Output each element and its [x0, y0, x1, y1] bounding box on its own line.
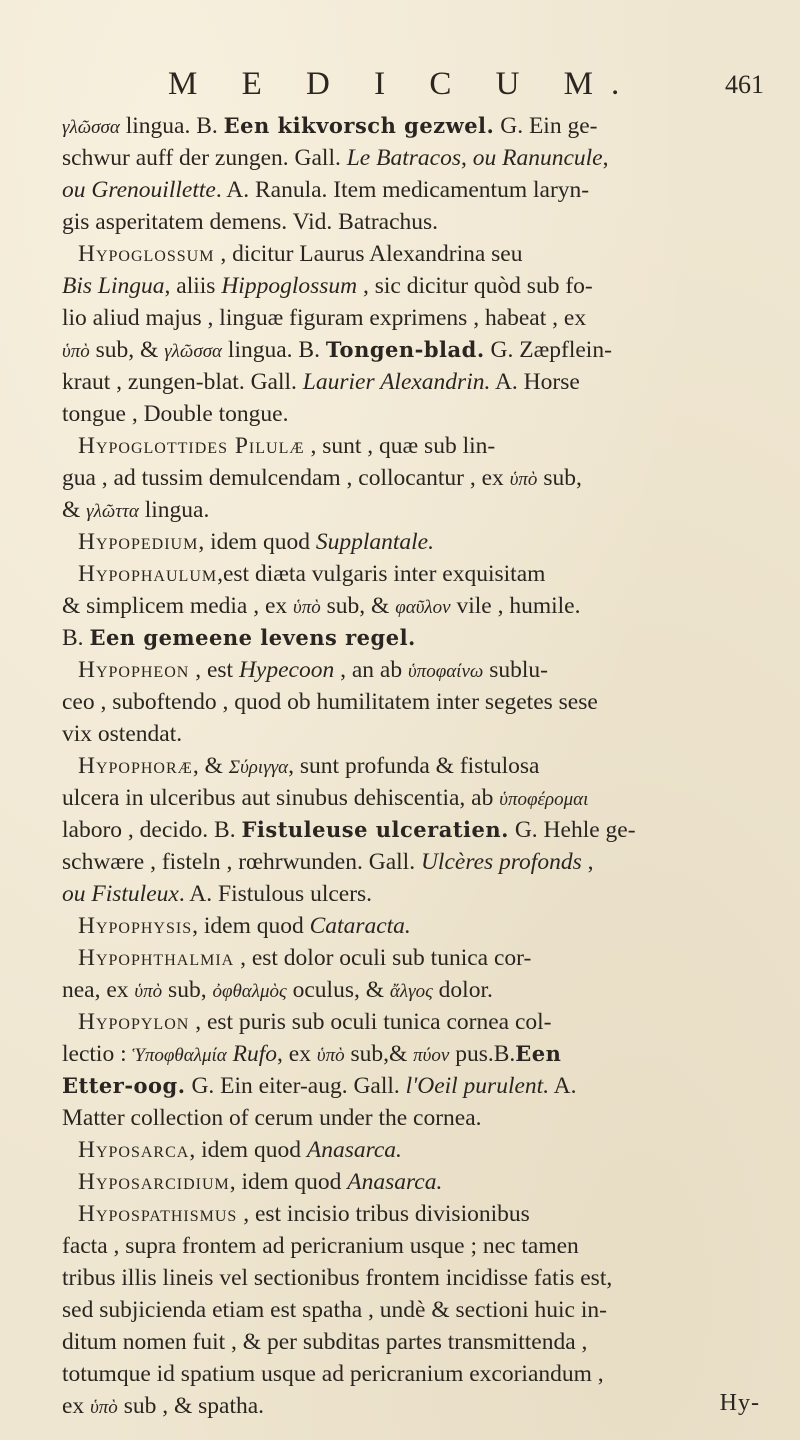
- running-title: M E D I C U M.: [168, 66, 638, 102]
- text-run: Hypopheon: [78, 657, 190, 683]
- text-run: Σύριγγα: [228, 757, 289, 778]
- text-line: [62, 206, 768, 238]
- text-run: gis asperitatem demens. Vid. Batrachus.: [62, 209, 439, 235]
- text-line: [62, 1326, 768, 1358]
- text-run: lingua.: [138, 497, 210, 523]
- text-run: ,est diæta vulgaris inter exquisitam: [217, 561, 546, 587]
- text-run: oculus, &: [286, 977, 390, 1003]
- text-line: [62, 494, 768, 526]
- text-run: ou Ranuncule: [472, 145, 603, 171]
- text-run: , an ab: [334, 657, 408, 683]
- text-run: ὑπὸ: [134, 981, 163, 1002]
- text-line: [62, 1038, 768, 1070]
- text-run: Hypophysis: [78, 913, 193, 939]
- text-run: γλῶσσα: [164, 341, 223, 362]
- text-run: ὑπὸ: [62, 341, 90, 362]
- text-run: A.: [549, 1073, 577, 1099]
- text-line: [62, 238, 768, 270]
- text-run: , idem quod: [229, 1169, 348, 1195]
- text-run: ἄλγος: [389, 981, 433, 1002]
- text-run: Hypopylon: [78, 1009, 190, 1035]
- text-line: [62, 1294, 768, 1326]
- text-run: Hypophoræ: [78, 753, 193, 779]
- text-line: [62, 270, 768, 302]
- text-run: . A. Fistulous ulcers.: [178, 881, 373, 907]
- text-line: [62, 366, 768, 398]
- text-run: lingua. B.: [222, 337, 326, 363]
- text-line: [62, 1262, 768, 1294]
- text-run: ,: [581, 849, 594, 875]
- text-run: ὑπὸ: [316, 1045, 345, 1066]
- text-run: ὀφθαλμὸς: [212, 981, 287, 1002]
- text-run: ou Grenouillette: [62, 177, 216, 203]
- text-run: sed subjicienda etiam est spatha , undè & sectioni huic in-: [62, 1297, 607, 1323]
- text-line: [62, 654, 768, 686]
- text-run: Hypophthalmia: [78, 945, 235, 971]
- text-line: [62, 174, 768, 206]
- text-run: . A. Ranula. Item medicamentum laryn-: [215, 177, 590, 203]
- text-run: Le Batracos: [346, 145, 461, 171]
- text-run: , &: [192, 753, 229, 779]
- text-run: ὑπὸ: [90, 1397, 118, 1418]
- text-run: sub,: [162, 977, 213, 1003]
- text-run: Rufo: [232, 1041, 278, 1067]
- text-line: [62, 814, 768, 846]
- text-run: ὑποφέρομαι: [499, 789, 589, 810]
- text-run: vix ostendat.: [62, 721, 183, 747]
- text-line: [62, 110, 768, 142]
- text-line: [62, 142, 768, 174]
- text-run: laboro , decido. B.: [62, 817, 242, 843]
- catchword: Hy-: [719, 1390, 760, 1416]
- text-run: Hyposarcidium: [78, 1169, 230, 1195]
- text-line: [62, 1134, 768, 1166]
- text-run: ou Fistuleux: [62, 881, 179, 907]
- text-run: &: [62, 497, 87, 523]
- text-run: Hypophaulum: [78, 561, 218, 587]
- text-run: pus.B.: [449, 1041, 516, 1067]
- text-run: Bis Lingua: [62, 273, 165, 299]
- text-run: Een kikvorsch gezwel.: [223, 113, 495, 138]
- text-run: Cataracta.: [309, 913, 411, 939]
- text-run: nea, ex: [62, 977, 135, 1003]
- text-run: lingua. B.: [119, 113, 224, 139]
- text-run: ,: [460, 145, 473, 171]
- text-line: [62, 398, 768, 430]
- page-header: [0, 66, 800, 106]
- text-line: [62, 782, 768, 814]
- text-line: [62, 1198, 768, 1230]
- text-run: , idem quod: [192, 913, 310, 939]
- text-run: Hypoglossum: [78, 241, 215, 267]
- text-line: [62, 942, 768, 974]
- text-run: tongue , Double tongue.: [62, 401, 289, 427]
- text-run: , sunt profunda & fistulosa: [288, 753, 540, 779]
- text-run: Hypoglottides Pilulæ: [78, 433, 305, 459]
- text-run: , dicitur Laurus Alexandrina seu: [214, 241, 523, 267]
- text-run: G. Ein eiter-aug. Gall.: [185, 1073, 406, 1099]
- text-line: [62, 302, 768, 334]
- text-run: γλῶσσα: [62, 117, 120, 138]
- text-line: [62, 718, 768, 750]
- text-run: sub,: [537, 465, 582, 491]
- text-run: , est: [189, 657, 239, 683]
- text-run: Ulcères profonds: [420, 849, 582, 875]
- text-line: [62, 558, 768, 590]
- text-run: Hypopedium: [78, 529, 199, 555]
- text-run: schwur auff der zungen. Gall.: [62, 145, 347, 171]
- text-run: l'Oeil purulent.: [405, 1073, 550, 1099]
- text-run: Een gemeene levens regel.: [89, 625, 416, 650]
- text-run: Hippoglossum: [221, 273, 358, 299]
- text-run: sublu-: [483, 657, 548, 683]
- text-line: [62, 910, 768, 942]
- text-run: Ὑποφθαλμία: [132, 1045, 227, 1066]
- text-run: ὑπὸ: [293, 597, 321, 618]
- page-number: 461: [725, 70, 764, 99]
- text-run: Supplantale.: [315, 529, 434, 555]
- text-run: , idem quod: [189, 1137, 307, 1163]
- text-line: [62, 622, 768, 654]
- text-line: [62, 1358, 768, 1390]
- text-run: Hypospathismus: [78, 1201, 238, 1227]
- text-run: Matter collection of cerum under the cornea.: [62, 1105, 482, 1131]
- text-run: Laurier Alexandrin.: [302, 369, 491, 395]
- text-line: [62, 1070, 768, 1102]
- text-run: Anasarca.: [306, 1137, 402, 1163]
- text-run: Hyposarca: [78, 1137, 190, 1163]
- text-run: , est incisio tribus divisionibus: [237, 1201, 530, 1227]
- text-run: sub , & spatha.: [117, 1393, 265, 1419]
- text-line: [62, 750, 768, 782]
- text-run: , est dolor oculi sub tunica cor-: [234, 945, 532, 971]
- text-line: [62, 462, 768, 494]
- text-run: sub, &: [320, 593, 396, 619]
- text-run: Etter-oog.: [62, 1073, 186, 1098]
- text-run: ὑποφαίνω: [407, 661, 484, 682]
- text-run: kraut , zungen-blat. Gall.: [62, 369, 303, 395]
- text-run: schwære , fisteln , rœhrwunden. Gall.: [62, 849, 421, 875]
- text-line: [62, 1006, 768, 1038]
- text-line: [62, 974, 768, 1006]
- text-line: [62, 430, 768, 462]
- text-run: Fistuleuse ulceratien.: [241, 817, 509, 842]
- text-run: ceo , suboftendo , quod ob humilitatem inter segetes sese: [62, 689, 598, 715]
- text-run: ditum nomen fuit , & per subditas partes transmittenda ,: [62, 1329, 588, 1355]
- text-line: [62, 878, 768, 910]
- text-run: lio aliud majus , linguæ figuram exprimens , habeat , ex: [62, 305, 587, 331]
- text-run: & simplicem media , ex: [62, 593, 294, 619]
- text-run: Anasarca.: [347, 1169, 443, 1195]
- text-run: , sic dicitur quòd sub fo-: [357, 273, 593, 299]
- text-run: sub,&: [344, 1041, 414, 1067]
- text-run: ex: [62, 1393, 91, 1419]
- text-run: , est puris sub oculi tunica cornea col-: [189, 1009, 552, 1035]
- text-run: ὑπὸ: [509, 469, 538, 490]
- text-run: B.: [62, 625, 90, 651]
- text-run: G. Ein ge-: [494, 113, 598, 139]
- text-line: [62, 1102, 768, 1134]
- text-run: gua , ad tussim demulcendam , collocantur , ex: [62, 465, 510, 491]
- text-line: [62, 526, 768, 558]
- text-run: ,: [602, 145, 609, 171]
- text-run: facta , supra frontem ad pericranium usque ; nec tamen: [62, 1233, 579, 1259]
- text-line: [62, 590, 768, 622]
- text-run: dolor.: [432, 977, 493, 1003]
- dictionary-text: [62, 110, 768, 1422]
- text-line: [62, 1390, 768, 1422]
- text-run: G. Zæpflein-: [484, 337, 612, 363]
- text-run: , aliis: [164, 273, 222, 299]
- text-run: totumque id spatium usque ad pericranium excoriandum ,: [62, 1361, 604, 1387]
- text-run: A. Horse: [490, 369, 580, 395]
- text-run: lectio :: [62, 1041, 133, 1067]
- text-line: [62, 1230, 768, 1262]
- text-run: , idem quod: [198, 529, 316, 555]
- text-run: πύον: [413, 1045, 450, 1066]
- text-run: , ex: [277, 1041, 317, 1067]
- text-run: G. Hehle ge-: [508, 817, 636, 843]
- text-line: [62, 1166, 768, 1198]
- text-line: [62, 686, 768, 718]
- text-run: Tongen-blad.: [325, 337, 485, 362]
- text-run: φαῦλον: [395, 597, 451, 618]
- text-line: [62, 846, 768, 878]
- text-run: Een: [515, 1041, 562, 1066]
- text-line: [62, 334, 768, 366]
- text-run: sub, &: [89, 337, 165, 363]
- text-run: , sunt , quæ sub lin-: [304, 433, 496, 459]
- text-run: Hypecoon: [238, 657, 335, 683]
- text-run: vile , humile.: [450, 593, 581, 619]
- text-run: tribus illis lineis vel sectionibus frontem incidisse fatis est,: [62, 1265, 613, 1291]
- text-run: γλῶττα: [86, 501, 139, 522]
- text-run: ulcera in ulceribus aut sinubus dehiscentia, ab: [62, 785, 500, 811]
